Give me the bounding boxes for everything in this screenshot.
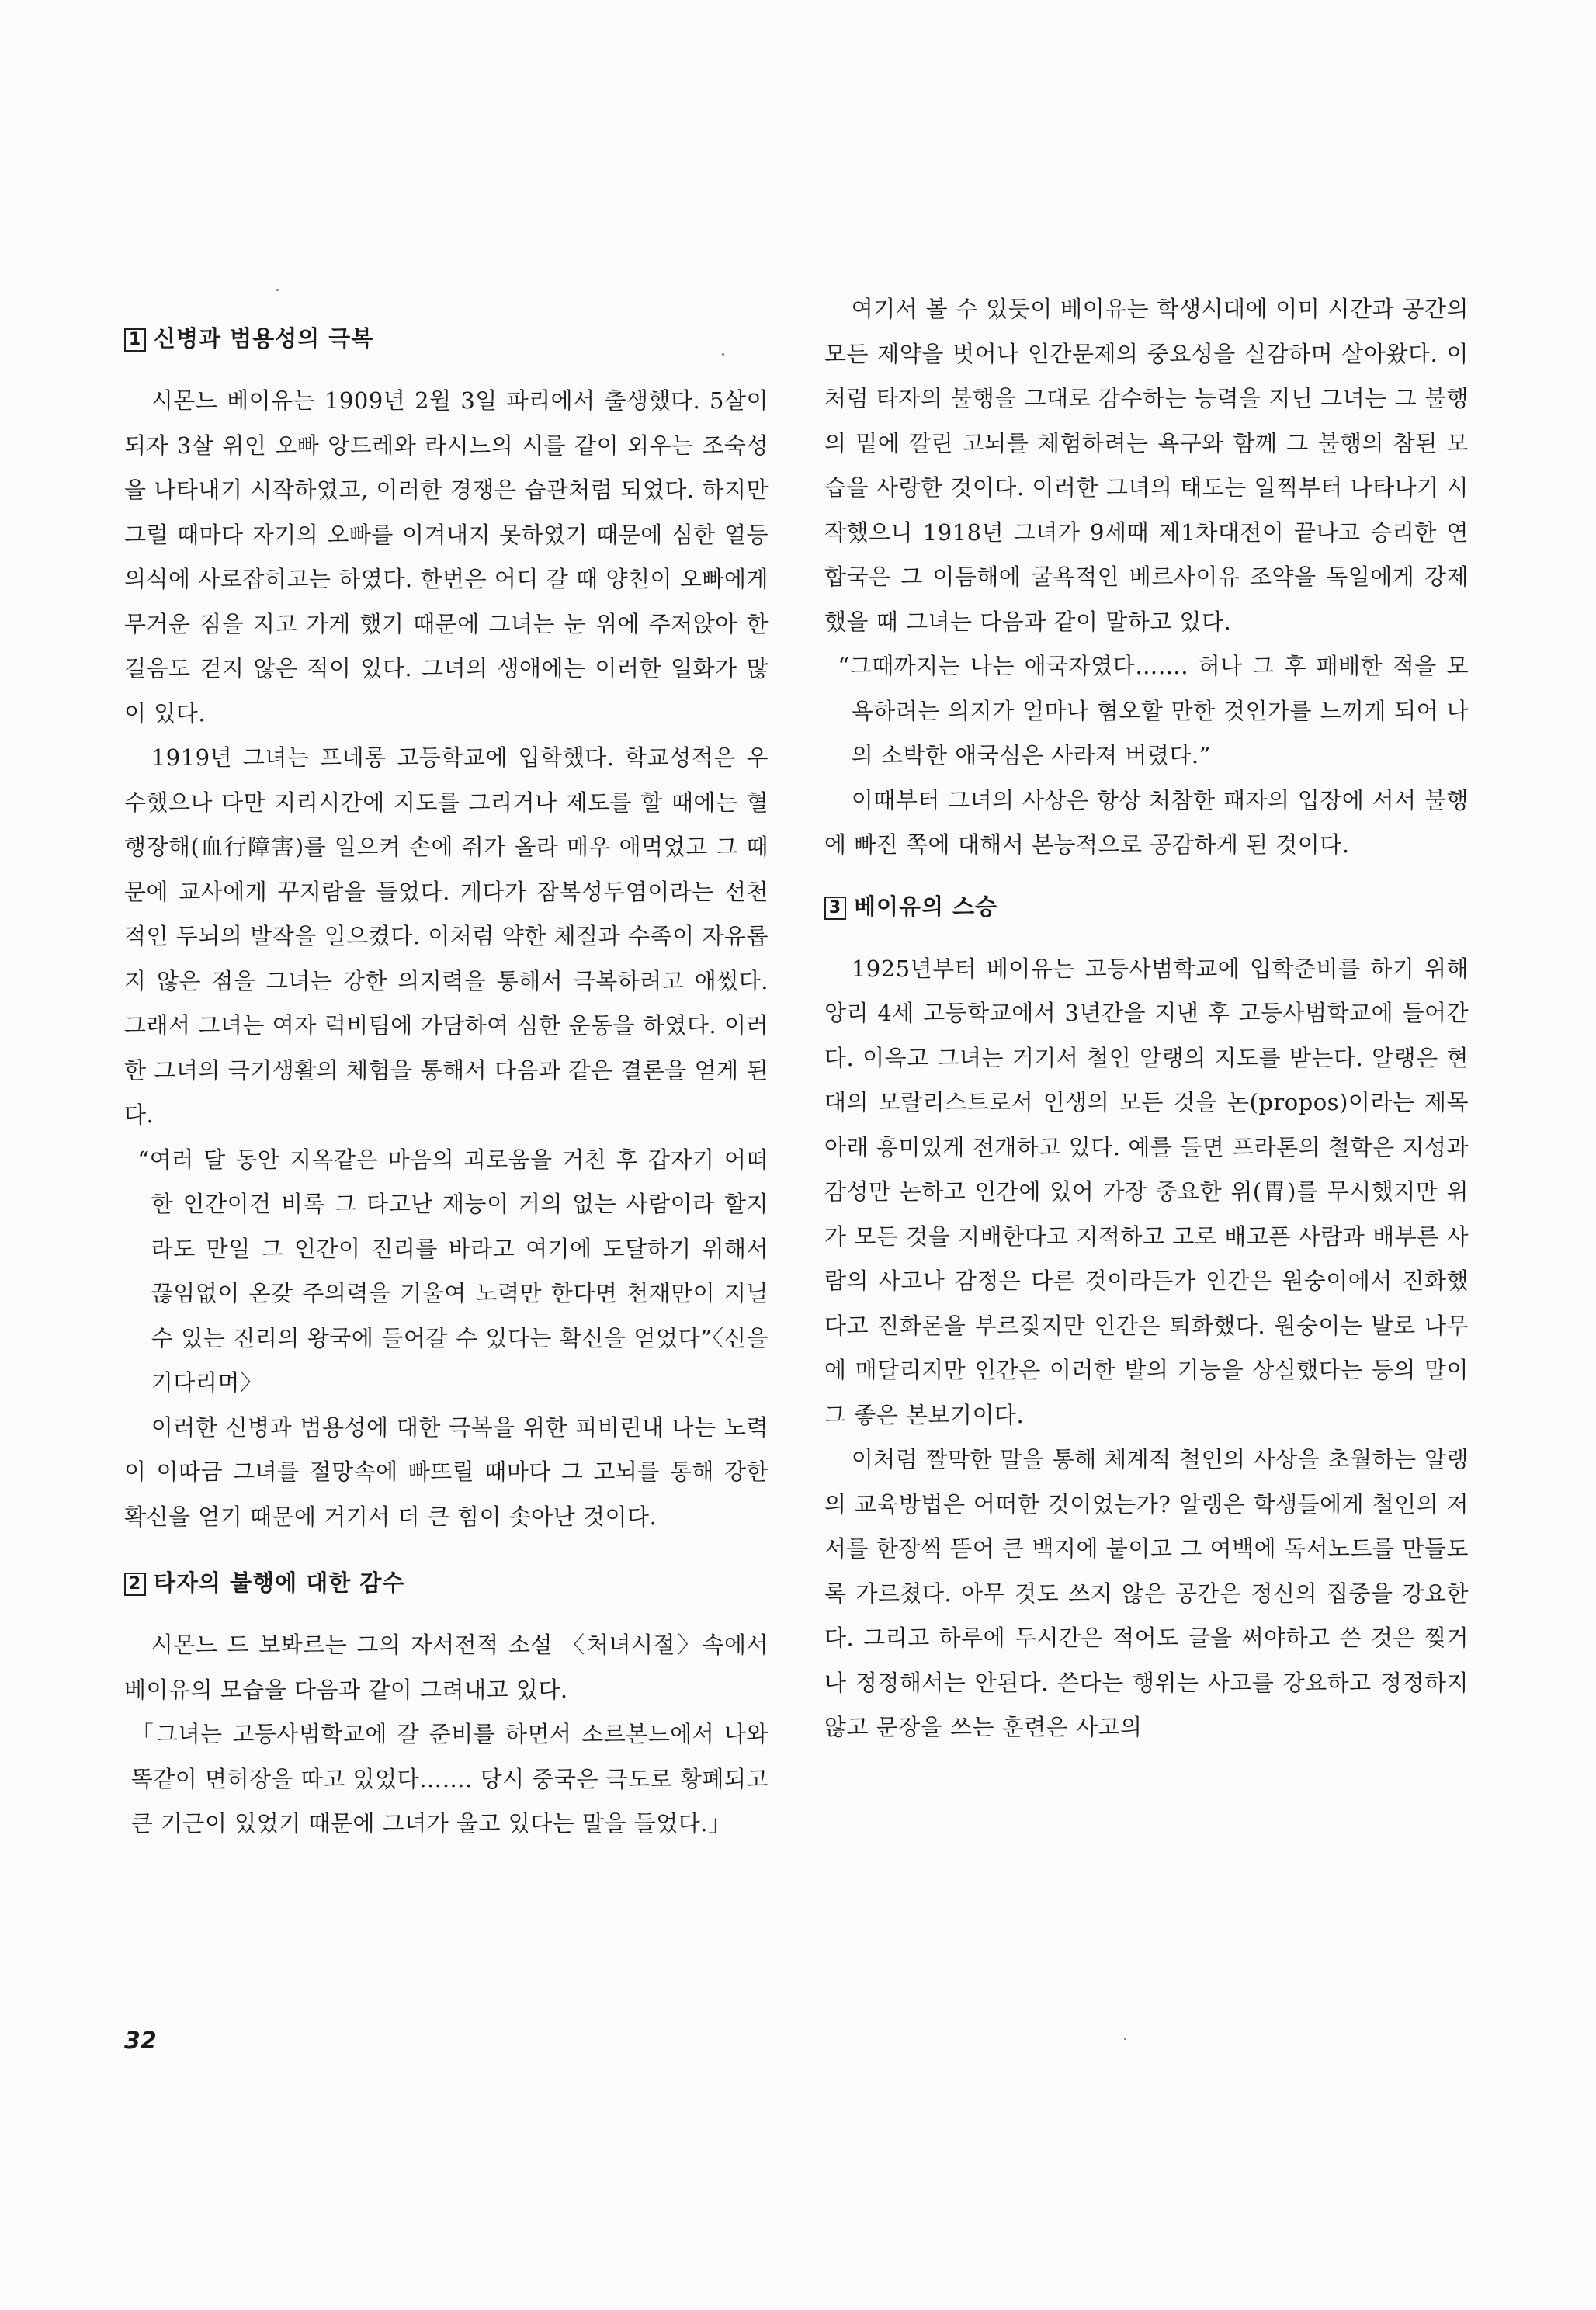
section-heading-1 <box>124 321 769 356</box>
left-column <box>124 287 769 1847</box>
body-paragraph: 1919년 그녀는 프네롱 고등학교에 입학했다. 학교성적은 우수했으나 다만 지리시간에 지도를 그리거나 제도를 할 때에는 혈행장해(血行障害)를 일으켜 손에 쥐가 올라 매우 애먹었고 그 때문에 교사에게 꾸지람을 들었다. 게다가 잠복성두염이라는 선천적인 두뇌의 발작을 일으켰다. 이처럼 약한 체질과 수족이 자유롭지 않은 점을 그녀는 강한 의지력을 통해서 극복하려고 애썼다. 그래서 그녀는 여자 럭비팀에 가담하여 심한 운동을 하였다. 이러한 그녀의 극기생활의 체험을 통해서 다음과 같은 결론을 얻게 된다. <box>124 744 769 1128</box>
block-quote: “그때까지는 나는 애국자였다……. 허나 그 후 패배한 적을 모욕하려는 의지가 얼마나 혐오할 만한 것인가를 느끼게 되어 나의 소박한 애국심은 사라져 버렸다.” <box>838 653 1469 768</box>
body-paragraph: 시몬느 베이유는 1909년 2월 3일 파리에서 출생했다. 5살이 되자 3살 위인 오빠 앙드레와 라시느의 시를 같이 외우는 조숙성을 나타내기 시작하였고, 이러한 경쟁은 습관처럼 되었다. 하지만 그럴 때마다 자기의 오빠를 이겨내지 못하였기 때문에 심한 열등의식에 사로잡히고는 하였다. 한번은 어디 갈 때 양친이 오빠에게 무거운 짐을 지고 가게 했기 때문에 그녀는 눈 위에 주저앉아 한 걸음도 걷지 않은 적이 있다. 그녀의 생애에는 이러한 일화가 많이 있다. <box>124 387 769 727</box>
section-number-box: 1 <box>124 328 146 352</box>
right-column <box>824 287 1469 1750</box>
body-paragraph: 이처럼 짤막한 말을 통해 체계적 철인의 사상을 초월하는 알랭의 교육방법은 어떠한 것이었는가? 알랭은 학생들에게 철인의 저서를 한장씩 뜯어 큰 백지에 붙이고 그 여백에 독서노트를 만들도록 가르쳤다. 아무 것도 쓰지 않은 공간은 정신의 집중을 강요한다. 그리고 하루에 두시간은 적어도 글을 써야하고 쓴 것은 찢거나 정정해서는 안된다. 쓴다는 행위는 사고를 강요하고 정정하지 않고 문장을 쓰는 훈련은 사고의 <box>824 1446 1469 1740</box>
print-speck <box>722 353 724 356</box>
body-paragraph: 이러한 신병과 범용성에 대한 극복을 위한 피비린내 나는 노력이 이따금 그녀를 절망속에 빠뜨릴 때마다 그 고뇌를 통해 강한 확신을 얻기 때문에 거기서 더 큰 힘이 솟아난 것이다. <box>124 1413 769 1530</box>
body-paragraph: 여기서 볼 수 있듯이 베이유는 학생시대에 이미 시간과 공간의 모든 제약을 벗어나 인간문제의 중요성을 실감하며 살아왔다. 이처럼 타자의 불행을 그대로 감수하는 능력을 지닌 그녀는 그 불행의 밑에 깔린 고뇌를 체험하려는 욕구와 함께 그 불행의 참된 모습을 사랑한 것이다. 이러한 그녀의 태도는 일찍부터 나타나기 시작했으니 1918년 그녀가 9세때 제1차대전이 끝나고 승리한 연합국은 그 이듬해에 굴욕적인 베르사이유 조약을 독일에게 강제했을 때 그녀는 다음과 같이 말하고 있다. <box>824 296 1469 635</box>
section-heading-3 <box>824 890 1469 924</box>
block-quote: “여러 달 동안 지옥같은 마음의 괴로움을 거친 후 갑자기 어떠한 인간이건 비록 그 타고난 재능이 거의 없는 사람이라 할지라도 만일 그 인간이 진리를 바라고 여기에 도달하기 위해서 끊임없이 온갖 주의력을 기울여 노력만 한다면 천재만이 지닐 수 있는 진리의 왕국에 들어갈 수 있다는 확신을 얻었다”〈신을 기다리며〉 <box>137 1146 769 1396</box>
section-number-box: 3 <box>824 897 846 920</box>
print-speck <box>1124 2038 1126 2040</box>
print-speck <box>276 289 279 291</box>
section-heading-2 <box>124 1566 769 1600</box>
section-title: 베이유의 스승 <box>854 893 998 920</box>
section-number-box: 2 <box>124 1573 146 1596</box>
section-title: 타자의 불행에 대한 감수 <box>154 1569 405 1596</box>
body-paragraph: 이때부터 그녀의 사상은 항상 처참한 패자의 입장에 서서 불행에 빠진 쪽에 대해서 본능적으로 공감하게 된 것이다. <box>824 786 1469 858</box>
body-paragraph: 시몬느 드 보봐르는 그의 자서전적 소설 〈처녀시절〉속에서 베이유의 모습을 다음과 같이 그려내고 있다. <box>124 1632 769 1703</box>
section-title: 신병과 범용성의 극복 <box>154 325 374 352</box>
body-paragraph: 1925년부터 베이유는 고등사범학교에 입학준비를 하기 위해 앙리 4세 고등학교에서 3년간을 지낸 후 고등사범학교에 들어간다. 이윽고 그녀는 거기서 철인 알랭의 지도를 받는다. 알랭은 현대의 모랄리스트로서 인생의 모든 것을 논(propos)이라는 제목 아래 흥미있게 전개하고 있다. 예를 들면 프라톤의 철학은 지성과 감성만 논하고 인간에 있어 가장 중요한 위(胃)를 무시했지만 위가 모든 것을 지배한다고 지적하고 고로 배고픈 사람과 배부른 사람의 사고나 감정은 다른 것이라든가 인간은 원숭이에서 진화했다고 진화론을 부르짖지만 인간은 퇴화했다. 원숭이는 발로 나무에 매달리지만 인간은 이러한 발의 기능을 상실했다는 등의 말이 그 좋은 본보기이다. <box>824 955 1469 1428</box>
block-quote: 「그녀는 고등사범학교에 갈 준비를 하면서 소르본느에서 나와 똑같이 면허장을 따고 있었다……. 당시 중국은 극도로 황폐되고 큰 기근이 있었기 때문에 그녀가 울고 있다는 말을 들었다.」 <box>130 1721 769 1837</box>
page-number: 32 <box>124 2027 157 2055</box>
